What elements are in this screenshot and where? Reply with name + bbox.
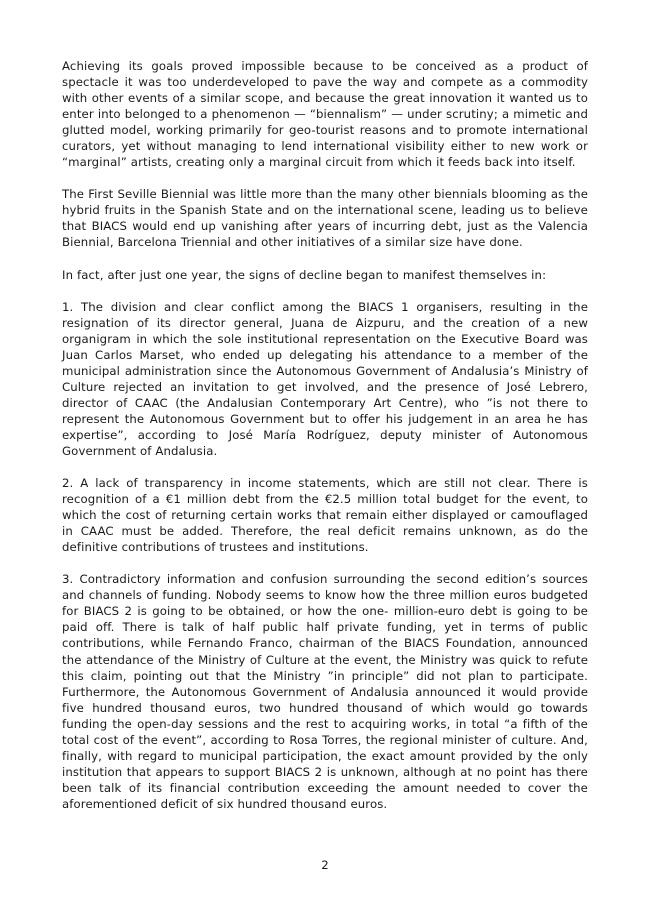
list-item-2: 2. A lack of transparency in income statements, which are still not clear. There is recognition of a €1 million debt from the €2.5 million total budget for the event, to which the cost of returning certain works that remain either displayed or camouflaged in CAAC must be added. Therefore, the real deficit remains unknown, as do the definitive contributions of trustees and institutions.: [62, 476, 588, 555]
list-item-3: 3. Contradictory information and confusion surrounding the second edition’s sources and channels of funding. Nobody seems to know how the three million euros budgeted for BIACS 2 is going to be obtained, or how the one- million-euro debt is going to be paid off. There is talk of half public half private funding, yet in terms of public contributions, while Fernando Franco, chairman of the BIACS Foundation, announced the attendance of the Ministry of Culture at the event, the Ministry was quick to refute this claim, pointing out that the Ministry ”in principle” did not plan to participate. Furthermore, the Autonomous Government of Andalusia announced it would provide five hundred thousand euros, two hundred thousand of which would go towards funding the open-day sessions and the rest to acquiring works, in total “a fifth of the total cost of the event”, according to Rosa Torres, the regional minister of culture. And, finally, with regard to municipal participation, the exact amount provided by the only institution that appears to support BIACS 2 is unknown, although at no point has there been talk of its financial contribution exceeding the amount needed to cover the aforementioned deficit of six hundred thousand euros.: [62, 572, 588, 811]
list-item-1: 1. The division and clear conflict among the BIACS 1 organisers, resulting in the resignation of its director general, Juana de Aizpuru, and the creation of a new organigram in which the sole institutional representation on the Executive Board was Juan Carlos Marset, who ended up delegating his attendance to a member of the municipal administration since the Autonomous Government of Andalusia’s Ministry of Culture rejected an invitation to get involved, and the presence of José Lebrero, director of CAAC (the Andalusian Contemporary Art Centre), who ”is not there to represent the Autonomous Government but to offer his judgement in an area he has expertise”, according to José María Rodríguez, deputy minister of Autonomous Government of Andalusia.: [62, 299, 588, 458]
document-body: [62, 58, 588, 812]
paragraph-1: Achieving its goals proved impossible because to be conceived as a product of spectacle it was too underdeveloped to pave the way and compete as a commodity with other events of a similar scope, and because the great innovation it wanted us to enter into belonged to a phenomenon — “biennalism” — under scrutiny; a mimetic and glutted model, working primarily for geo-tourist reasons and to promote international curators, yet without managing to lend international visibility either to new work or “marginal” artists, creating only a marginal circuit from which it feeds back into itself.: [62, 59, 588, 170]
page-number: 2: [321, 858, 329, 872]
paragraph-2: The First Seville Biennial was little more than the many other biennials blooming as the hybrid fruits in the Spanish State and on the international scene, leading us to believe that BIACS would end up vanishing after years of incurring debt, just as the Valencia Biennial, Barcelona Triennial and other initiatives of a similar size have done.: [62, 187, 588, 250]
paragraph-3: In fact, after just one year, the signs of decline began to manifest themselves in:: [62, 267, 547, 282]
